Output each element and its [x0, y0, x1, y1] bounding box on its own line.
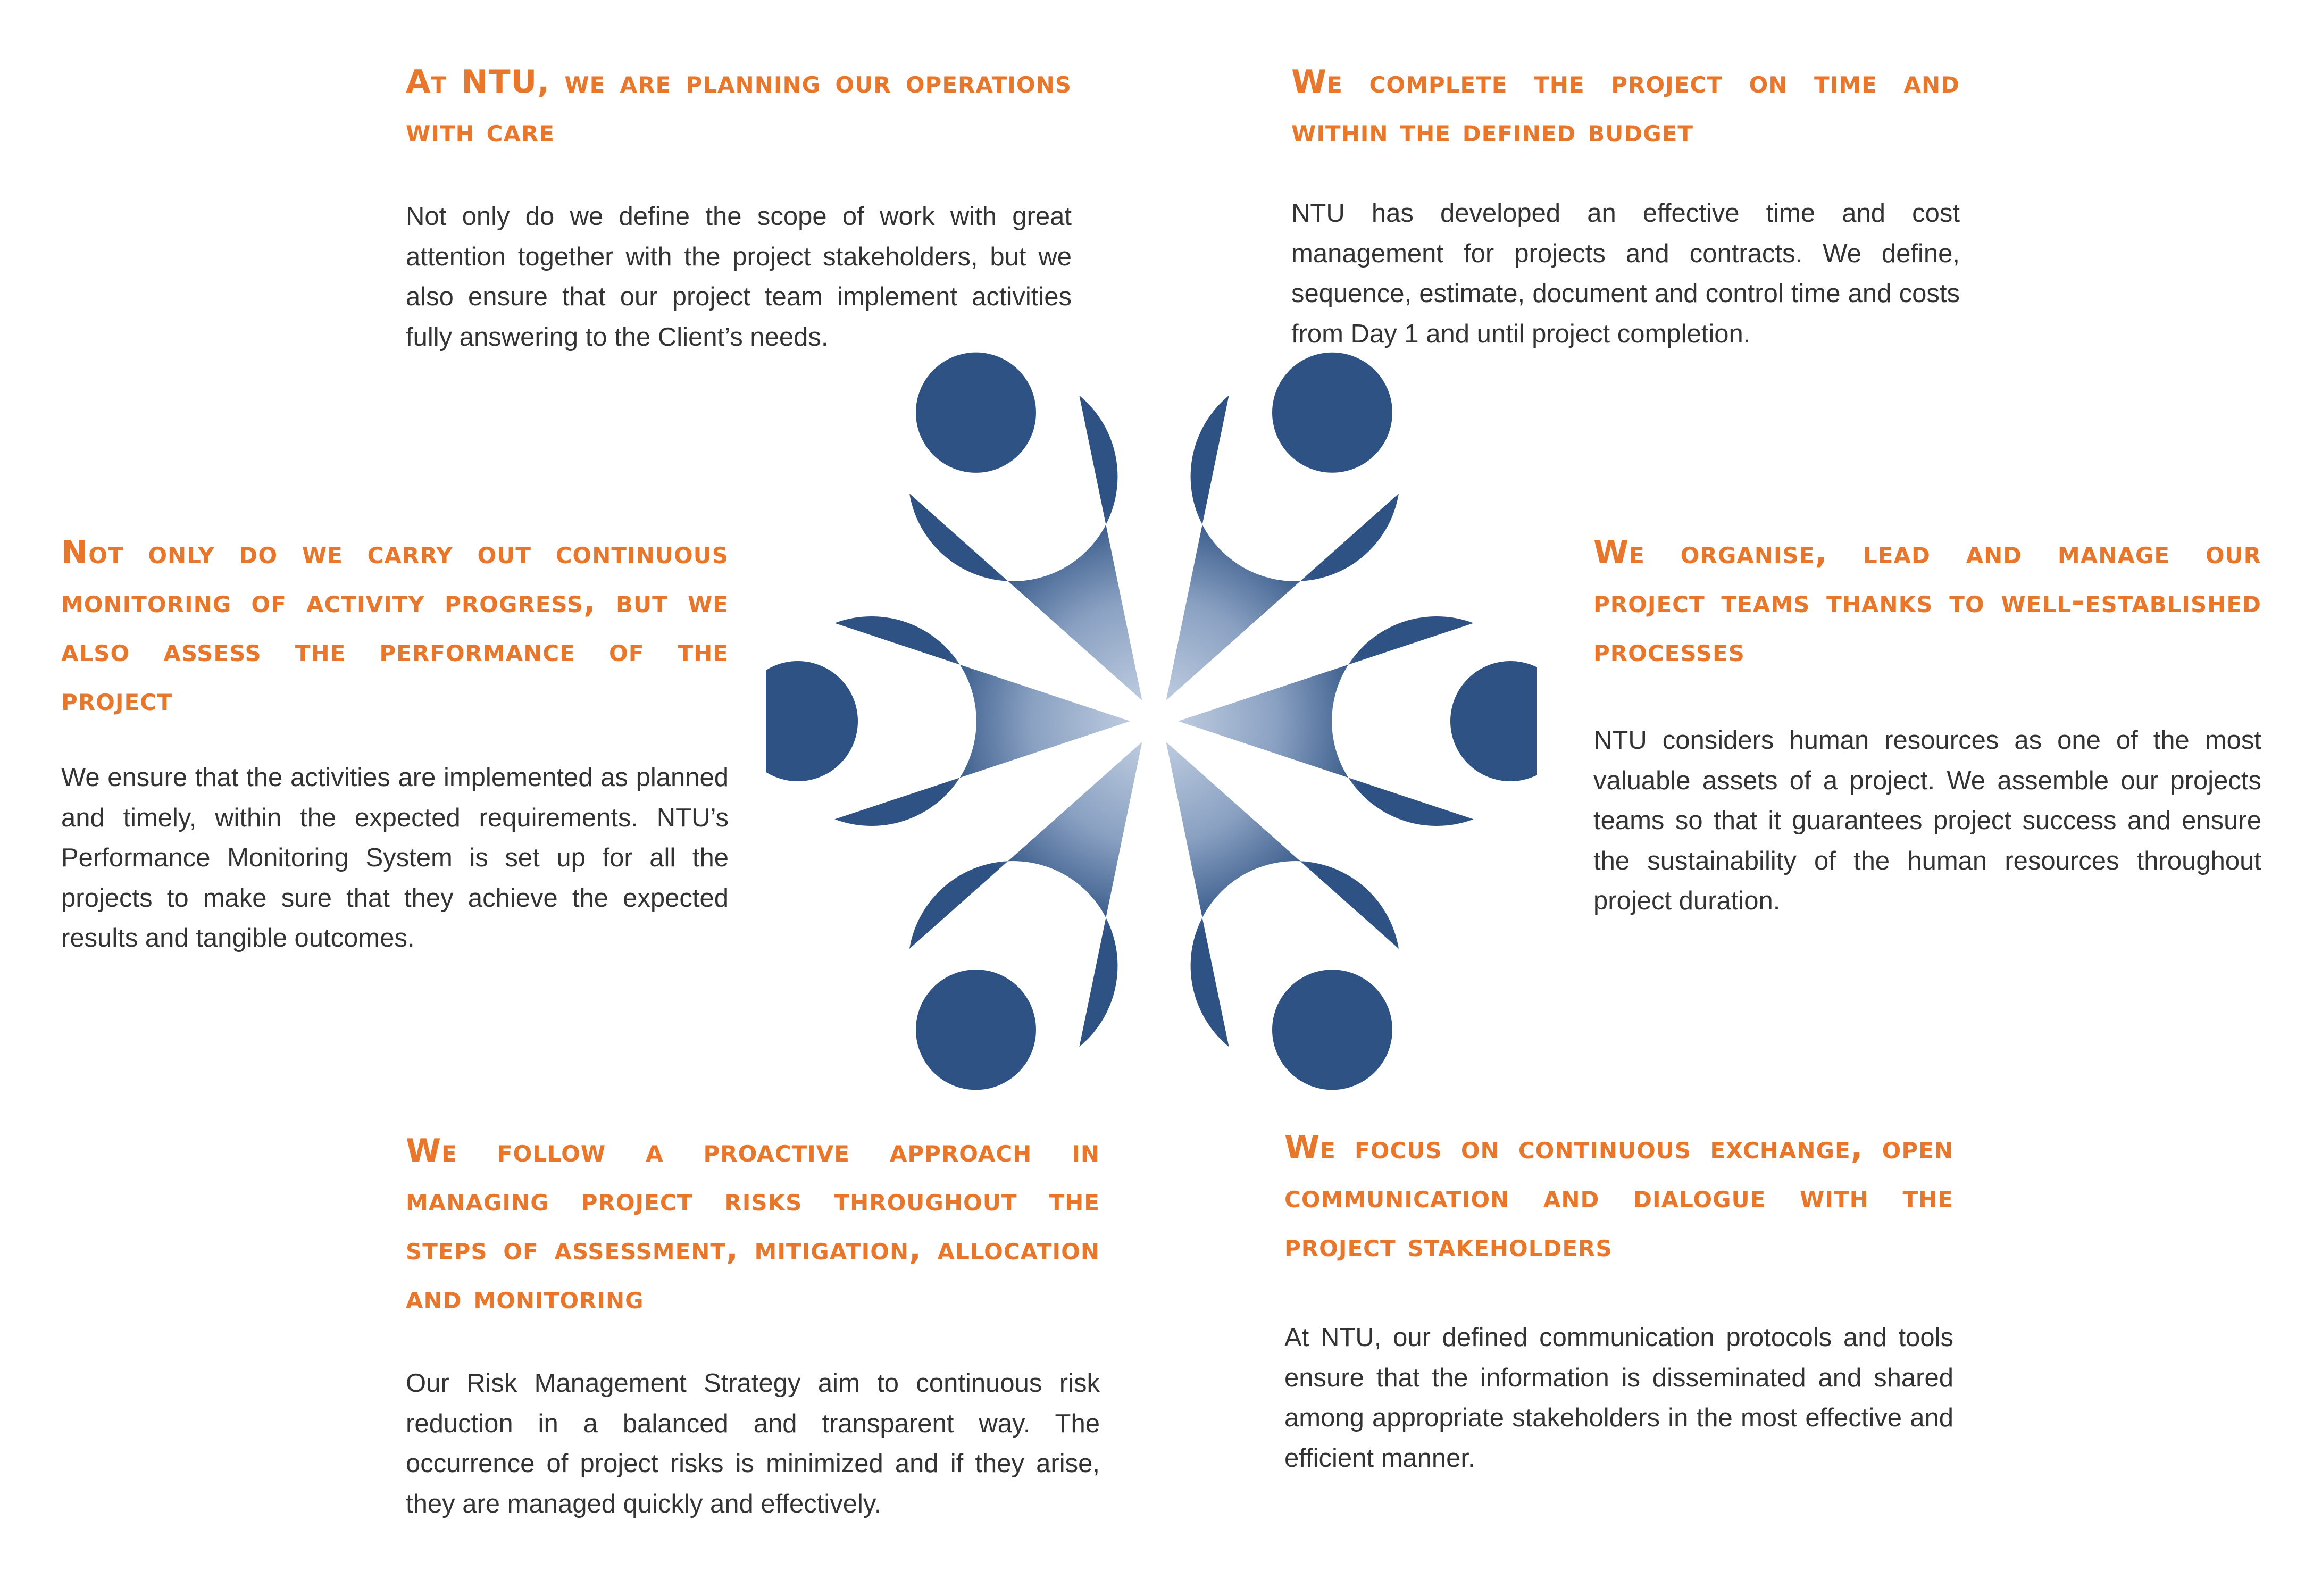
- section-heading: We complete the project on time and within the defined budget: [1291, 63, 1960, 149]
- section-communication: [1284, 1123, 1953, 1478]
- location-pin-icon-left: [766, 616, 1130, 826]
- section-body: Not only do we define the scope of work with great attention together with the project stakeholders, but we also ensure that our project team implement activities fully answering to the Client’s needs.: [406, 202, 1072, 352]
- section-teams: [1593, 528, 2261, 922]
- pin-group: [766, 353, 1537, 1090]
- section-body: NTU considers human resources as one of the most valuable assets of a project. We assemble our projects teams so that it guarantees project success and ensure the sustainability of the human resources throughout project duration.: [1593, 726, 2261, 915]
- section-body: Our Risk Management Strategy aim to continuous risk reduction in a balanced and transparent way. The occurrence of project risks is minimized and if they arise, they are managed quickly and effectively.: [406, 1369, 1100, 1518]
- location-pins-flower-icon: [766, 351, 1537, 1096]
- section-time-budget: [1291, 57, 1960, 354]
- section-heading: We focus on continuous exchange, open communication and dialogue with the project stakeholders: [1284, 1129, 1953, 1264]
- location-pin-icon-right: [1178, 616, 1537, 826]
- section-monitoring: [61, 528, 729, 959]
- section-body: At NTU, our defined communication protocols and tools ensure that the information is disseminated and shared among appropriate stakeholders in the most effective and efficient manner.: [1284, 1323, 1953, 1473]
- section-heading: Not only do we carry out continuous monitoring of activity progress, but we also assess the performance of the project: [61, 534, 729, 718]
- section-heading: We organise, lead and manage our project teams thanks to well-established processes: [1593, 534, 2261, 669]
- section-planning: [406, 57, 1072, 357]
- section-body: We ensure that the activities are implemented as planned and timely, within the expected requirements. NTU’s Performance Monitoring System is set up for all the projects to make sure that they achieve the expected results and tangible outcomes.: [61, 763, 729, 952]
- section-risks: [406, 1126, 1100, 1524]
- section-heading: We follow a proactive approach in managing project risks throughout the steps of assessment, mitigation, allocation and monitoring: [406, 1132, 1100, 1316]
- section-heading: At NTU, we are planning our operations with care: [406, 63, 1072, 149]
- section-body: NTU has developed an effective time and cost management for projects and contracts. We define, sequence, estimate, document and control time and costs from Day 1 and until project completion.: [1291, 199, 1960, 348]
